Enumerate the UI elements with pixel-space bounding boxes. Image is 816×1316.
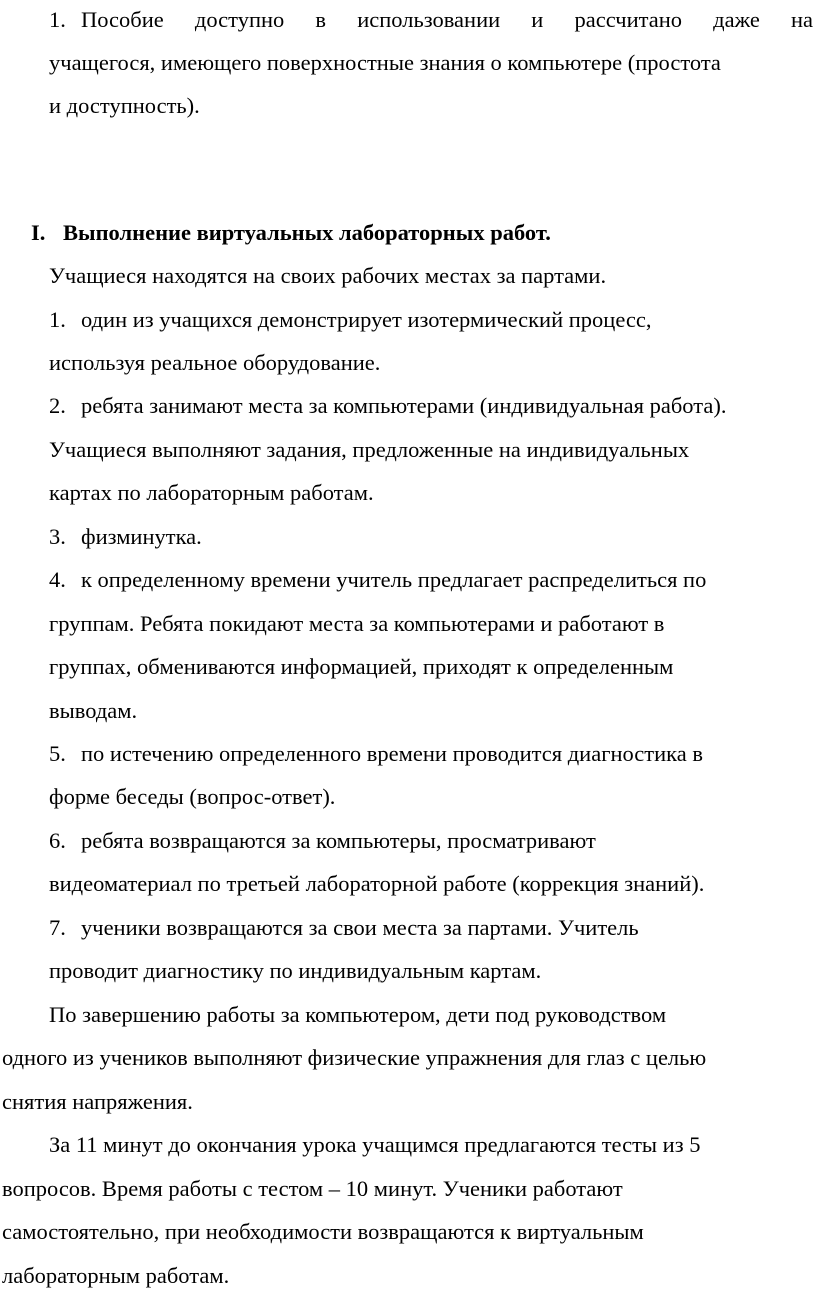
section-heading [31,211,551,254]
section-number: I. [31,220,46,245]
intro-item-line-1: 1. Пособие доступно в использовании и рассчитано даже на [49,0,813,41]
list-item: 7. ученики возвращаются за свои места за партами. Учитель [49,915,639,940]
list-item: 6. ребята возвращаются за компьютеры, просматривают [49,828,596,853]
list-item-continuation: видеоматериал по третьей лабораторной работе (коррекция знаний). [49,871,705,896]
paragraph-line: вопросов. Время работы с тестом – 10 минут. Ученики работают [2,1176,623,1201]
intro-item-line-2: учащегося, имеющего поверхностные знания о компьютере (простота [49,50,721,75]
list-item: 2. ребята занимают места за компьютерами (индивидуальная работа). [49,393,727,418]
section-title: Выполнение виртуальных лабораторных работ. [63,220,551,245]
list-item-continuation: форме беседы (вопрос-ответ). [49,784,336,809]
list-item-continuation: группам. Ребята покидают места за компьютерами и работают в [49,611,665,636]
list-item: 1. один из учащихся демонстрирует изотермический процесс, [49,307,652,332]
paragraph-line: лабораторным работам. [2,1263,230,1288]
list-item: 5. по истечению определенного времени проводится диагностика в [49,741,703,766]
list-item-continuation: используя реальное оборудование. [49,350,381,375]
paragraph-line: снятия напряжения. [2,1089,193,1114]
paragraph-line: За 11 минут до окончания урока учащимся предлагаются тесты из 5 [49,1132,701,1157]
list-item-continuation: картах по лабораторным работам. [49,480,374,505]
paragraph-line: самостоятельно, при необходимости возвращаются к виртуальным [2,1219,644,1244]
list-item-continuation: группах, обмениваются информацией, приходят к определенным [49,654,674,679]
paragraph-line: По завершению работы за компьютером, дети под руководством [49,1002,667,1027]
intro-item-line-3: и доступность). [49,93,200,118]
intro-item-number: 1. [49,7,66,32]
list-item: 3. физминутка. [49,524,202,549]
list-item: 4. к определенному времени учитель предлагает распределиться по [49,567,707,592]
list-item-continuation: выводам. [49,698,138,723]
lead-text: Учащиеся находятся на своих рабочих местах за партами. [49,263,607,288]
list-item-continuation: Учащиеся выполняют задания, предложенные на индивидуальных [49,437,690,462]
list-item-continuation: проводит диагностику по индивидуальным картам. [49,958,542,983]
paragraph-line: одного из учеников выполняют физические упражнения для глаз с целью [2,1045,707,1070]
